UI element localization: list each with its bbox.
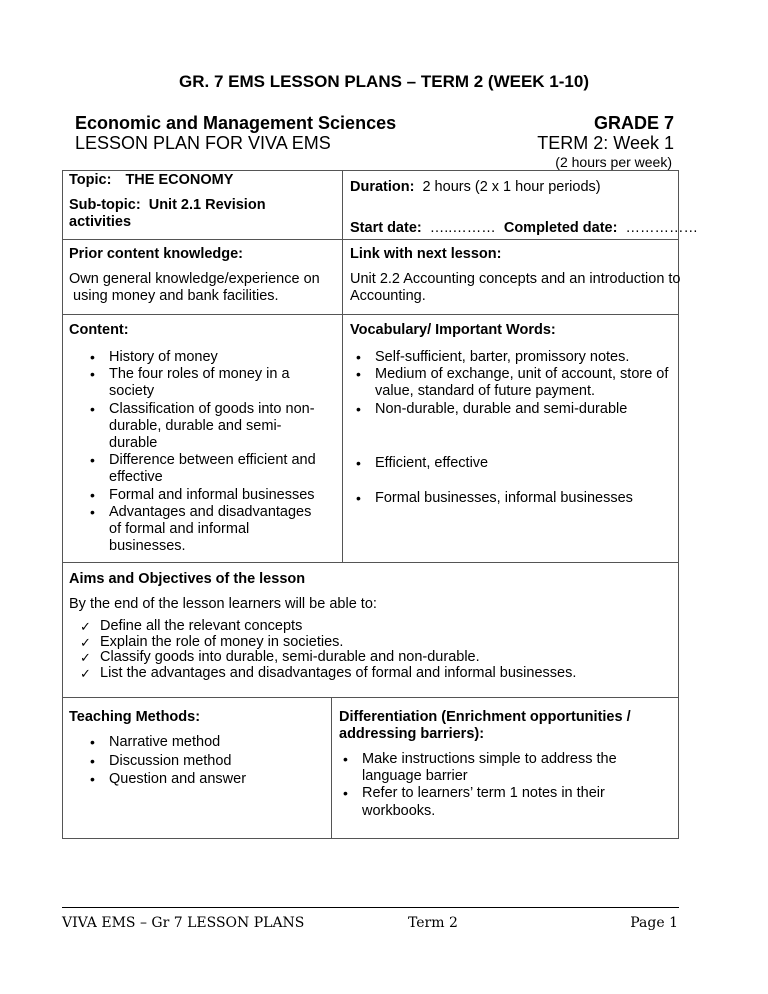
duration-label: Duration:: [350, 179, 415, 195]
content-list-wrap: [69, 349, 341, 555]
list-item: • Make instructions simple to address the language barrier: [322, 751, 677, 785]
next-lesson-line: Unit 2.2 Accounting concepts and an introduction to: [350, 271, 681, 287]
hours-note: (2 hours per week): [555, 154, 672, 170]
teaching-list-wrap: [69, 733, 329, 789]
topic-cell: [69, 172, 233, 189]
footer-center: Term 2: [408, 915, 458, 931]
list-item: • Self-sufficient, barter, promissory notes.: [335, 349, 680, 366]
footer-left: VIVA EMS – Gr 7 LESSON PLANS: [62, 915, 305, 931]
content-list: [69, 349, 341, 555]
vocabulary-heading: Vocabulary/ Important Words:: [350, 322, 556, 338]
subtopic-value: Unit 2.1 Revision: [148, 197, 266, 213]
vocabulary-list: [335, 349, 680, 418]
list-item: ✓ Define all the relevant concepts: [62, 619, 672, 635]
differentiation-heading: Differentiation (Enrichment opportunities / addressing barriers):: [339, 709, 631, 742]
completed-date-value: ……………: [625, 220, 698, 236]
start-date-label: Start date:: [350, 220, 422, 236]
list-item: • Refer to learners’ term 1 notes in their workbooks.: [322, 785, 677, 819]
subtopic-label: Sub-topic:: [69, 197, 141, 213]
list-item: • Non-durable, durable and semi-durable: [335, 401, 680, 418]
list-item: • Medium of exchange, unit of account, store of value, standard of future payment.: [335, 366, 680, 400]
start-date-value: …..………: [429, 220, 496, 236]
subtopic-cell: [69, 197, 266, 231]
list-item: • The four roles of money in a society: [69, 366, 341, 400]
grade-label: GRADE 7: [593, 113, 674, 133]
list-item: • Efficient, effective: [335, 455, 680, 472]
list-item: ✓ List the advantages and disadvantages of formal and informal businesses.: [62, 666, 672, 682]
teaching-list: [69, 733, 329, 789]
list-item: ✓ Explain the role of money in societies.: [62, 635, 672, 651]
aims-list-wrap: [62, 619, 672, 681]
list-item: • Narrative method: [69, 733, 329, 752]
list-item: • Discussion method: [69, 752, 329, 771]
prior-knowledge-line: using money and bank facilities.: [69, 288, 279, 304]
aims-list: [62, 619, 672, 681]
plan-label: LESSON PLAN FOR VIVA EMS: [75, 133, 331, 153]
next-lesson-line: Accounting.: [350, 288, 426, 304]
vocabulary-list: [335, 455, 680, 472]
vocabulary-list: [335, 490, 680, 507]
duration-value: 2 hours (2 x 1 hour periods): [422, 179, 601, 195]
next-lesson-heading: Link with next lesson:: [350, 246, 502, 262]
prior-knowledge-line: Own general knowledge/experience on: [69, 271, 320, 287]
list-item: • Classification of goods into non- durable, durable and semi- durable: [69, 401, 341, 453]
term-week-label: TERM 2: Week 1: [537, 133, 674, 153]
vocabulary-list-wrap-2: [335, 455, 680, 472]
vocabulary-list-wrap: [335, 349, 680, 418]
footer-page-number: Page 1: [630, 915, 678, 931]
prior-knowledge-heading: Prior content knowledge:: [69, 246, 244, 262]
footer-rule: [62, 907, 679, 908]
duration-cell: [350, 179, 601, 196]
teaching-methods-heading: Teaching Methods:: [69, 709, 201, 725]
completed-date-label: Completed date:: [503, 220, 618, 236]
dates-cell: [350, 220, 698, 237]
subtopic-value-cont: activities: [69, 214, 132, 230]
prior-knowledge-text: [69, 271, 320, 305]
aims-heading: Aims and Objectives of the lesson: [69, 571, 306, 587]
list-item: • Advantages and disadvantages of formal and informal businesses.: [69, 504, 341, 556]
next-lesson-text: [350, 271, 681, 305]
list-item: • Question and answer: [69, 770, 329, 789]
topic-value: THE ECONOMY: [125, 172, 234, 188]
list-item: • Formal businesses, informal businesses: [335, 490, 680, 507]
differentiation-list-wrap: [322, 751, 677, 820]
vocabulary-list-wrap-3: [335, 490, 680, 507]
list-item: • Difference between efficient and effective: [69, 452, 341, 486]
subject-name: Economic and Management Sciences: [75, 113, 397, 133]
list-item: • History of money: [69, 349, 341, 366]
topic-label: Topic:: [69, 172, 112, 188]
document-title: GR. 7 EMS LESSON PLANS – TERM 2 (WEEK 1-10): [179, 72, 589, 91]
differentiation-list: [322, 751, 677, 820]
content-heading: Content:: [69, 322, 129, 338]
list-item: ✓ Classify goods into durable, semi-durable and non-durable.: [62, 650, 672, 666]
list-item: • Formal and informal businesses: [69, 487, 341, 504]
aims-intro: By the end of the lesson learners will be able to:: [69, 596, 377, 612]
